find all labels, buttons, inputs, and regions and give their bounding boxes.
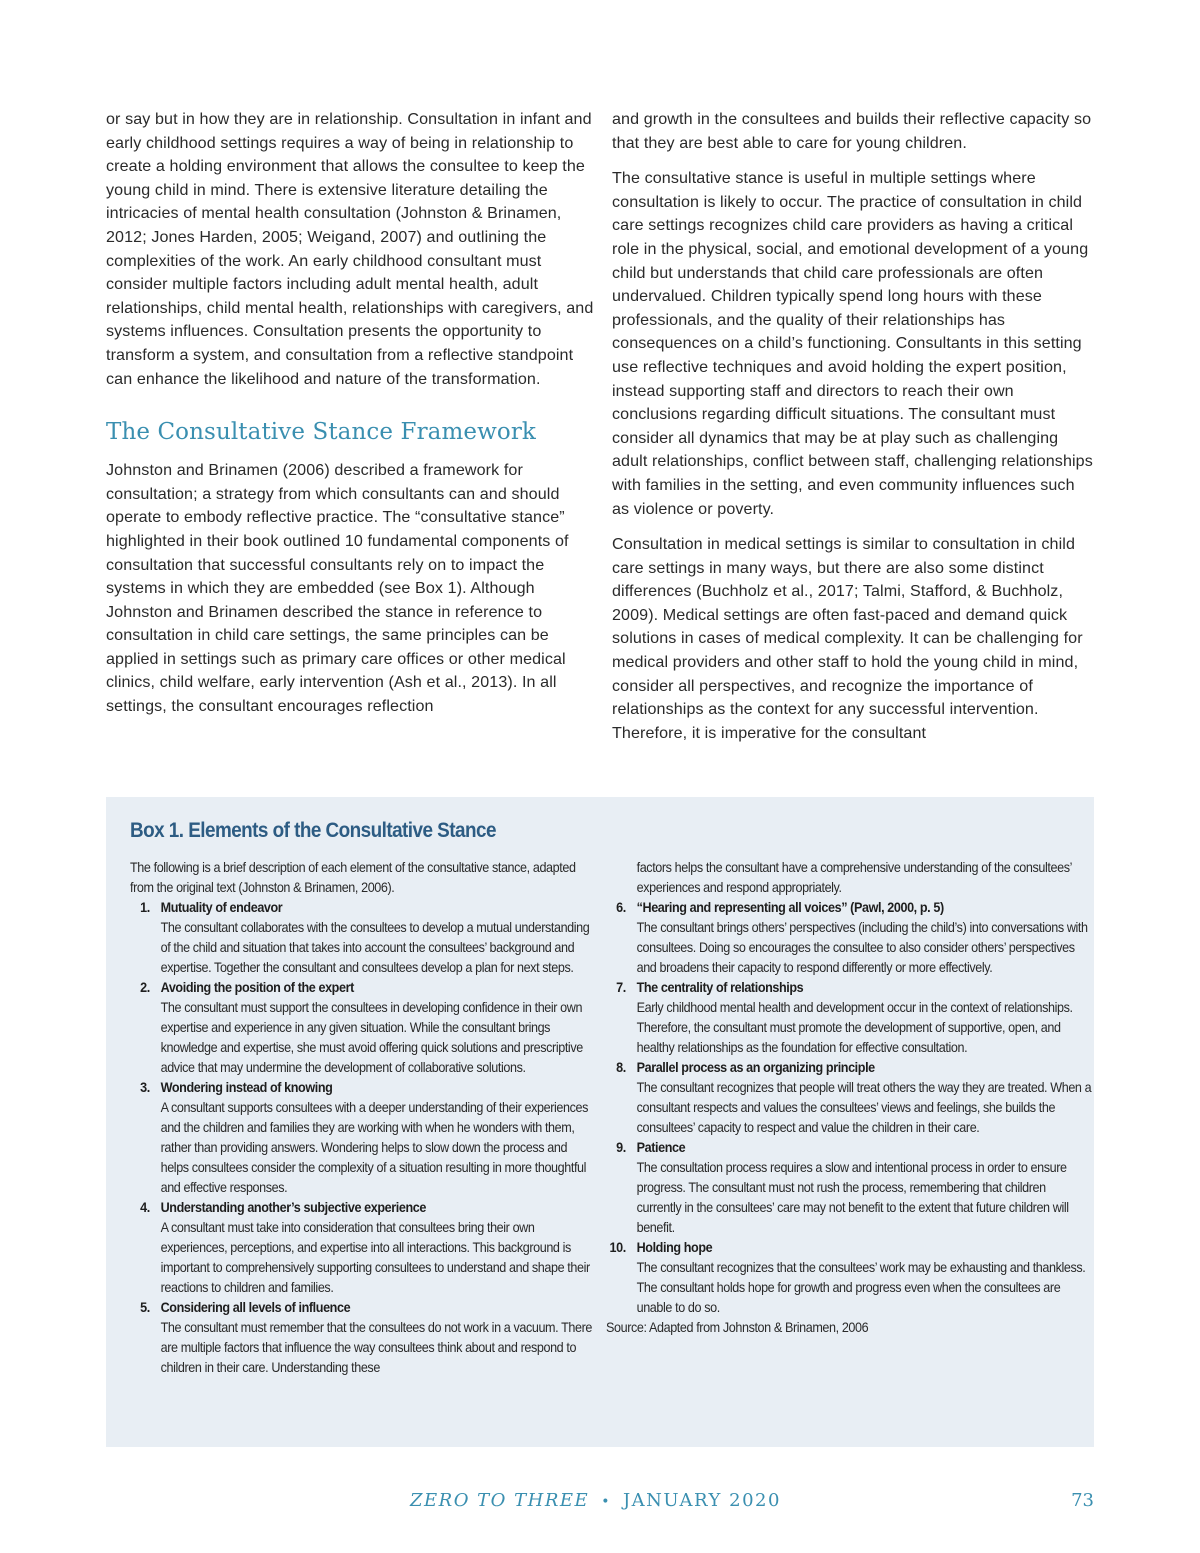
footer-masthead [410, 1490, 781, 1511]
box-elements-of-consultative-stance [106, 797, 1094, 1447]
element-title: The centrality of relationships [636, 979, 804, 995]
body-paragraph: or say but in how they are in relationship. Consultation in infant and early childhood settings requires a way of being in relationship to create a holding environment that allows the consultee to keep the young child in mind. There is extensive literature detailing the intricacies of mental health consultation (Johnston & Brinamen, 2012; Jones Harden, 2005; Weigand, 2007) and outlining the complexities of the work. An early childhood consultant must consider multiple factors including adult mental health, adult relationships, child mental health, relationships with caregivers, and systems influences. Consultation presents the opportunity to transform a system, and consultation from a reflective standpoint can enhance the likelihood and nature of the transformation. [106, 110, 594, 388]
box-element [606, 1057, 1092, 1137]
box-element [130, 897, 594, 977]
element-text: The consultant recognizes that the consultees’ work may be exhausting and thankless. The consultant holds hope for growth and progress even when the consultees are unable to do so. [636, 1259, 1086, 1315]
box-right-column [606, 857, 1092, 1337]
box-element [606, 977, 1092, 1057]
element-text: The consultant recognizes that people will treat others the way they are treated. When a consultant respects and values the consultees’ views and feelings, she builds the consultees’ capacity to respect and value the children in their care. [636, 1079, 1092, 1135]
element-number: 4. [140, 1199, 150, 1215]
element-title: “Hearing and representing all voices” (Pawl, 2000, p. 5) [636, 899, 944, 915]
element-number: 6. [616, 899, 626, 915]
element-continuation: factors helps the consultant have a comprehensive understanding of the consultees’ experiences and respond appropriately. [636, 859, 1072, 895]
element-title: Parallel process as an organizing principle [636, 1059, 875, 1075]
box-element [130, 1077, 594, 1197]
element-text: The consultant must support the consultees in developing confidence in their own expertise and experience in any given situation. While the consultant brings knowledge and expertise, she must avoid offering quick solutions and prescriptive advice that may undermine the development of collaborative solutions. [160, 999, 583, 1075]
right-column [612, 108, 1096, 757]
element-title: Patience [636, 1139, 686, 1155]
element-text: The consultant collaborates with the consultees to develop a mutual understanding of the child and situation that takes into account the consultees’ background and expertise. Together the consultant and consultees develop a plan for next steps. [160, 919, 590, 975]
element-title: Holding hope [636, 1239, 713, 1255]
element-number: 7. [616, 979, 626, 995]
box-element [606, 1137, 1092, 1237]
footer-publication: ZERO TO THREE [410, 1490, 590, 1511]
element-number: 9. [616, 1139, 626, 1155]
body-paragraph: Johnston and Brinamen (2006) described a framework for consultation; a strategy from which consultants can and should operate to embody reflective practice. The “consultative stance” highlighted in their book outlined 10 fundamental components of consultation that successful consultants rely on to impact the systems in which they are embedded (see Box 1). Although Johnston and Brinamen described the stance in reference to consultation in child care settings, the same principles can be applied in settings such as primary care offices or other medical clinics, child welfare, early intervention (Ash et al., 2013). In all settings, the consultant encourages reflection [106, 461, 569, 716]
element-text: Early childhood mental health and development occur in the context of relationships. Therefore, the consultant must promote the development of supportive, open, and healthy relationships as the foundation for effective consultation. [636, 999, 1073, 1055]
element-title: Wondering instead of knowing [160, 1079, 333, 1095]
body-paragraph: and growth in the consultees and builds their reflective capacity so that they are best able to care for young children. [612, 110, 1092, 152]
box-element [130, 1197, 594, 1297]
element-text: The consultation process requires a slow and intentional process in order to ensure progress. The consultant must not rush the process, remembering that children currently in the consultees’ care may not benefit to the extent that future children will benefit. [636, 1159, 1069, 1235]
element-number: 5. [140, 1299, 150, 1315]
element-text: A consultant supports consultees with a deeper understanding of their experiences and the children and families they are working with when he wonders with them, rather than providing answers. Wondering helps to slow down the process and helps consultees consider the complexity of a situation resulting in more thoughtful and effective responses. [160, 1099, 588, 1195]
box-element [606, 897, 1092, 977]
element-number: 1. [140, 899, 150, 915]
body-paragraph: The consultative stance is useful in multiple settings where consultation is likely to occur. The practice of consultation in child care settings recognizes child care providers as having a critical role in the physical, social, and emotional development of a young child but understands that child care professionals are often undervalued. Children typically spend long hours with these professionals, and the quality of their relationships has consequences on a child’s functioning. Consultants in this setting use reflective techniques and avoid holding the expert position, instead supporting staff and directors to reach their own conclusions regarding difficult situations. The consultant must consider all dynamics that may be at play such as challenging adult relationships, conflict between staff, challenging relationships with families in the setting, and even community influences such as violence or poverty. [612, 169, 1093, 518]
box-left-column [130, 857, 594, 1377]
element-title: Avoiding the position of the expert [160, 979, 354, 995]
box-title: Box 1. Elements of the Consultative Stance [130, 819, 496, 842]
section-heading: The Consultative Stance Framework [106, 419, 536, 446]
page-number: 73 [1071, 1490, 1094, 1511]
element-number: 10. [609, 1239, 626, 1255]
left-column [106, 108, 594, 731]
element-title: Understanding another’s subjective experience [160, 1199, 426, 1215]
box-intro: The following is a brief description of each element of the consultative stance, adapted from the original text (Johnston & Brinamen, 2006). [130, 859, 576, 895]
element-number: 8. [616, 1059, 626, 1075]
footer-separator: • [601, 1494, 611, 1510]
box-element [606, 1237, 1092, 1317]
element-number: 2. [140, 979, 150, 995]
box-source: Source: Adapted from Johnston & Brinamen, 2006 [606, 1319, 869, 1335]
page-footer [0, 1490, 1200, 1514]
footer-issue: JANUARY 2020 [622, 1490, 781, 1511]
element-text: A consultant must take into consideration that consultees bring their own experiences, perceptions, and expertise into all interactions. This background is important to comprehensively supporting consultees to understand and shape their reactions to children and families. [160, 1219, 590, 1295]
element-text: The consultant must remember that the consultees do not work in a vacuum. There are multiple factors that influence the way consultees think about and respond to children in their care. Understanding these [160, 1319, 593, 1375]
box-element [130, 977, 594, 1077]
element-title: Mutuality of endeavor [160, 899, 283, 915]
element-text: The consultant brings others’ perspectives (including the child’s) into conversations with consultees. Doing so encourages the consultee to also consider others’ perspectives and broadens their capacity to respond differently or more effectively. [636, 919, 1088, 975]
element-title: Considering all levels of influence [160, 1299, 351, 1315]
body-paragraph: Consultation in medical settings is similar to consultation in child care settings in many ways, but there are also some distinct differences (Buchholz et al., 2017; Talmi, Stafford, & Buchholz, 2009). Medical settings are often fast-paced and demand quick solutions in cases of medical complexity. It can be challenging for medical providers and other staff to hold the young child in mind, consider all perspectives, and recognize the importance of relationships as the context for any successful intervention. Therefore, it is imperative for the consultant [612, 535, 1083, 742]
element-number: 3. [140, 1079, 150, 1095]
box-element [130, 1297, 594, 1377]
